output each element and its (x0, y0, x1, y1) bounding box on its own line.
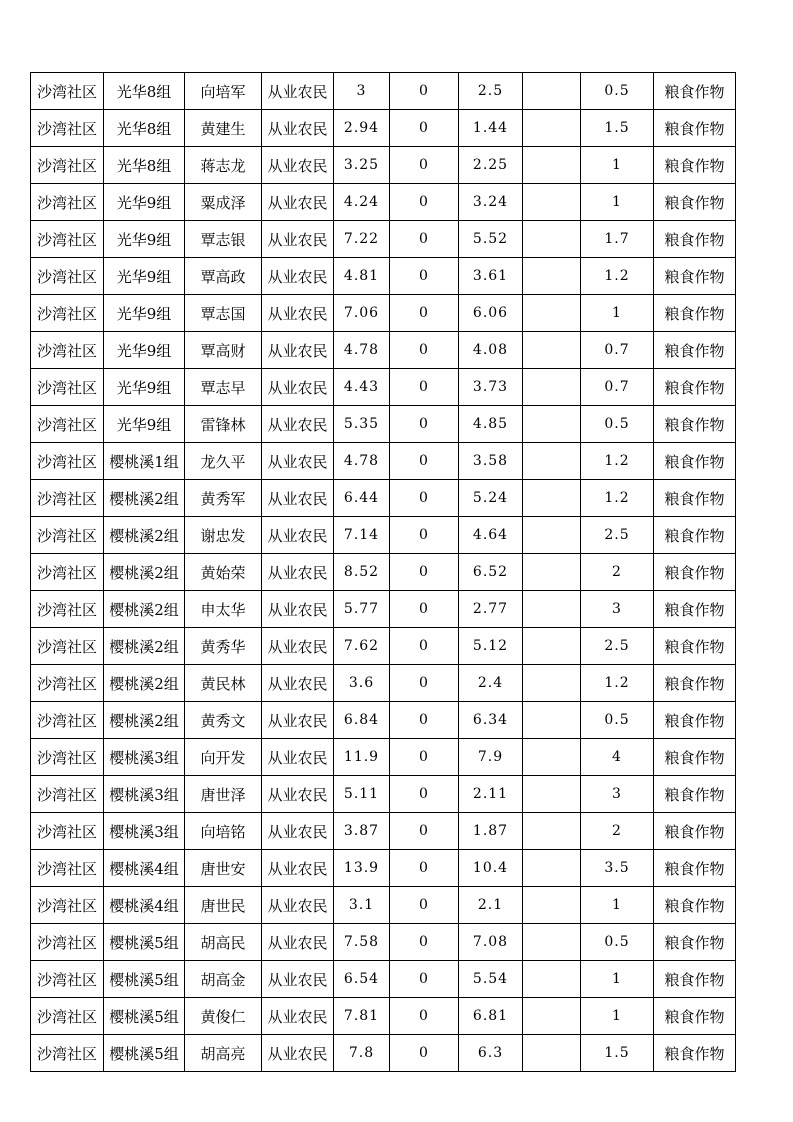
community-cell: 沙湾社区 (31, 739, 104, 776)
occupation-cell: 从业农民 (262, 887, 334, 924)
group-cell: 光华9组 (104, 406, 185, 443)
area-a-cell: 6.06 (459, 295, 523, 332)
community-cell: 沙湾社区 (31, 332, 104, 369)
name-cell: 覃高财 (185, 332, 262, 369)
community-cell: 沙湾社区 (31, 554, 104, 591)
name-cell: 向培军 (185, 73, 262, 110)
blank-cell (523, 1035, 581, 1072)
blank-cell (523, 517, 581, 554)
crop-type-cell: 粮食作物 (654, 776, 736, 813)
community-cell: 沙湾社区 (31, 776, 104, 813)
group-cell: 樱桃溪5组 (104, 924, 185, 961)
group-cell: 樱桃溪2组 (104, 591, 185, 628)
area-b-cell: 0.5 (581, 702, 654, 739)
table-body (31, 73, 736, 1072)
blank-cell (523, 480, 581, 517)
zero-value-cell: 0 (390, 887, 459, 924)
occupation-cell: 从业农民 (262, 850, 334, 887)
total-area-cell: 5.11 (334, 776, 390, 813)
total-area-cell: 7.06 (334, 295, 390, 332)
occupation-cell: 从业农民 (262, 480, 334, 517)
crop-type-cell: 粮食作物 (654, 147, 736, 184)
occupation-cell: 从业农民 (262, 1035, 334, 1072)
blank-cell (523, 110, 581, 147)
area-a-cell: 5.24 (459, 480, 523, 517)
community-cell: 沙湾社区 (31, 887, 104, 924)
total-area-cell: 4.78 (334, 443, 390, 480)
zero-value-cell: 0 (390, 813, 459, 850)
occupation-cell: 从业农民 (262, 369, 334, 406)
group-cell: 樱桃溪4组 (104, 887, 185, 924)
group-cell: 光华9组 (104, 332, 185, 369)
community-cell: 沙湾社区 (31, 813, 104, 850)
table-row (31, 850, 736, 887)
zero-value-cell: 0 (390, 295, 459, 332)
community-cell: 沙湾社区 (31, 443, 104, 480)
area-a-cell: 5.52 (459, 221, 523, 258)
area-b-cell: 1 (581, 998, 654, 1035)
group-cell: 樱桃溪4组 (104, 850, 185, 887)
occupation-cell: 从业农民 (262, 332, 334, 369)
area-a-cell: 7.08 (459, 924, 523, 961)
area-b-cell: 2.5 (581, 628, 654, 665)
crop-type-cell: 粮食作物 (654, 184, 736, 221)
total-area-cell: 3.1 (334, 887, 390, 924)
area-b-cell: 1 (581, 295, 654, 332)
occupation-cell: 从业农民 (262, 406, 334, 443)
occupation-cell: 从业农民 (262, 443, 334, 480)
crop-type-cell: 粮食作物 (654, 813, 736, 850)
community-cell: 沙湾社区 (31, 184, 104, 221)
total-area-cell: 4.81 (334, 258, 390, 295)
total-area-cell: 7.81 (334, 998, 390, 1035)
group-cell: 樱桃溪5组 (104, 998, 185, 1035)
table-row (31, 517, 736, 554)
blank-cell (523, 776, 581, 813)
zero-value-cell: 0 (390, 591, 459, 628)
blank-cell (523, 702, 581, 739)
name-cell: 黄秀华 (185, 628, 262, 665)
name-cell: 胡高亮 (185, 1035, 262, 1072)
total-area-cell: 3.6 (334, 665, 390, 702)
community-cell: 沙湾社区 (31, 628, 104, 665)
table-row (31, 924, 736, 961)
area-a-cell: 3.24 (459, 184, 523, 221)
blank-cell (523, 443, 581, 480)
community-cell: 沙湾社区 (31, 517, 104, 554)
name-cell: 覃志国 (185, 295, 262, 332)
community-cell: 沙湾社区 (31, 295, 104, 332)
crop-type-cell: 粮食作物 (654, 739, 736, 776)
community-cell: 沙湾社区 (31, 665, 104, 702)
blank-cell (523, 221, 581, 258)
table-row (31, 591, 736, 628)
blank-cell (523, 73, 581, 110)
community-cell: 沙湾社区 (31, 406, 104, 443)
total-area-cell: 6.84 (334, 702, 390, 739)
total-area-cell: 11.9 (334, 739, 390, 776)
area-b-cell: 0.5 (581, 924, 654, 961)
crop-type-cell: 粮食作物 (654, 332, 736, 369)
name-cell: 唐世安 (185, 850, 262, 887)
name-cell: 覃志早 (185, 369, 262, 406)
area-b-cell: 1.5 (581, 110, 654, 147)
crop-type-cell: 粮食作物 (654, 628, 736, 665)
area-b-cell: 3 (581, 591, 654, 628)
area-a-cell: 6.3 (459, 1035, 523, 1072)
group-cell: 光华9组 (104, 369, 185, 406)
crop-type-cell: 粮食作物 (654, 443, 736, 480)
area-b-cell: 3.5 (581, 850, 654, 887)
area-a-cell: 3.61 (459, 258, 523, 295)
area-b-cell: 1 (581, 147, 654, 184)
area-a-cell: 6.52 (459, 554, 523, 591)
community-cell: 沙湾社区 (31, 110, 104, 147)
group-cell: 樱桃溪5组 (104, 1035, 185, 1072)
blank-cell (523, 332, 581, 369)
area-a-cell: 6.81 (459, 998, 523, 1035)
area-b-cell: 0.7 (581, 332, 654, 369)
blank-cell (523, 813, 581, 850)
area-b-cell: 2.5 (581, 517, 654, 554)
area-b-cell: 3 (581, 776, 654, 813)
group-cell: 光华8组 (104, 73, 185, 110)
area-a-cell: 2.25 (459, 147, 523, 184)
area-a-cell: 2.1 (459, 887, 523, 924)
total-area-cell: 3.25 (334, 147, 390, 184)
occupation-cell: 从业农民 (262, 739, 334, 776)
zero-value-cell: 0 (390, 554, 459, 591)
occupation-cell: 从业农民 (262, 295, 334, 332)
zero-value-cell: 0 (390, 776, 459, 813)
table-row (31, 147, 736, 184)
group-cell: 樱桃溪2组 (104, 665, 185, 702)
occupation-cell: 从业农民 (262, 924, 334, 961)
area-b-cell: 1 (581, 887, 654, 924)
crop-type-cell: 粮食作物 (654, 850, 736, 887)
name-cell: 覃志银 (185, 221, 262, 258)
community-cell: 沙湾社区 (31, 73, 104, 110)
crop-type-cell: 粮食作物 (654, 591, 736, 628)
zero-value-cell: 0 (390, 258, 459, 295)
occupation-cell: 从业农民 (262, 147, 334, 184)
occupation-cell: 从业农民 (262, 517, 334, 554)
blank-cell (523, 147, 581, 184)
name-cell: 蒋志龙 (185, 147, 262, 184)
area-a-cell: 2.5 (459, 73, 523, 110)
table-row (31, 665, 736, 702)
total-area-cell: 4.78 (334, 332, 390, 369)
crop-type-cell: 粮食作物 (654, 998, 736, 1035)
name-cell: 黄民林 (185, 665, 262, 702)
crop-type-cell: 粮食作物 (654, 961, 736, 998)
area-b-cell: 1.2 (581, 480, 654, 517)
name-cell: 向开发 (185, 739, 262, 776)
group-cell: 光华9组 (104, 184, 185, 221)
zero-value-cell: 0 (390, 184, 459, 221)
group-cell: 光华9组 (104, 221, 185, 258)
crop-type-cell: 粮食作物 (654, 887, 736, 924)
name-cell: 黄始荣 (185, 554, 262, 591)
group-cell: 樱桃溪2组 (104, 628, 185, 665)
crop-type-cell: 粮食作物 (654, 1035, 736, 1072)
name-cell: 覃高政 (185, 258, 262, 295)
name-cell: 谢忠发 (185, 517, 262, 554)
table-row (31, 813, 736, 850)
crop-type-cell: 粮食作物 (654, 221, 736, 258)
area-b-cell: 1 (581, 961, 654, 998)
name-cell: 黄建生 (185, 110, 262, 147)
group-cell: 樱桃溪3组 (104, 813, 185, 850)
blank-cell (523, 961, 581, 998)
occupation-cell: 从业农民 (262, 998, 334, 1035)
total-area-cell: 7.62 (334, 628, 390, 665)
total-area-cell: 5.35 (334, 406, 390, 443)
group-cell: 樱桃溪1组 (104, 443, 185, 480)
community-cell: 沙湾社区 (31, 480, 104, 517)
zero-value-cell: 0 (390, 702, 459, 739)
table-row (31, 961, 736, 998)
blank-cell (523, 850, 581, 887)
occupation-cell: 从业农民 (262, 591, 334, 628)
zero-value-cell: 0 (390, 443, 459, 480)
table-row (31, 221, 736, 258)
land-records-table (30, 72, 736, 1072)
name-cell: 向培铭 (185, 813, 262, 850)
community-cell: 沙湾社区 (31, 147, 104, 184)
table-row (31, 369, 736, 406)
group-cell: 光华8组 (104, 147, 185, 184)
group-cell: 光华9组 (104, 258, 185, 295)
area-b-cell: 1.2 (581, 665, 654, 702)
zero-value-cell: 0 (390, 517, 459, 554)
community-cell: 沙湾社区 (31, 258, 104, 295)
name-cell: 黄俊仁 (185, 998, 262, 1035)
name-cell: 黄秀军 (185, 480, 262, 517)
table-row (31, 554, 736, 591)
zero-value-cell: 0 (390, 369, 459, 406)
group-cell: 樱桃溪3组 (104, 776, 185, 813)
area-b-cell: 1.7 (581, 221, 654, 258)
occupation-cell: 从业农民 (262, 961, 334, 998)
area-a-cell: 4.64 (459, 517, 523, 554)
zero-value-cell: 0 (390, 147, 459, 184)
zero-value-cell: 0 (390, 1035, 459, 1072)
community-cell: 沙湾社区 (31, 369, 104, 406)
zero-value-cell: 0 (390, 961, 459, 998)
table-row (31, 776, 736, 813)
area-a-cell: 7.9 (459, 739, 523, 776)
blank-cell (523, 406, 581, 443)
blank-cell (523, 554, 581, 591)
community-cell: 沙湾社区 (31, 961, 104, 998)
zero-value-cell: 0 (390, 480, 459, 517)
zero-value-cell: 0 (390, 665, 459, 702)
crop-type-cell: 粮食作物 (654, 73, 736, 110)
area-a-cell: 5.12 (459, 628, 523, 665)
blank-cell (523, 665, 581, 702)
zero-value-cell: 0 (390, 739, 459, 776)
blank-cell (523, 258, 581, 295)
total-area-cell: 7.14 (334, 517, 390, 554)
group-cell: 樱桃溪2组 (104, 554, 185, 591)
group-cell: 光华9组 (104, 295, 185, 332)
blank-cell (523, 739, 581, 776)
community-cell: 沙湾社区 (31, 221, 104, 258)
area-b-cell: 0.5 (581, 406, 654, 443)
name-cell: 龙久平 (185, 443, 262, 480)
total-area-cell: 4.43 (334, 369, 390, 406)
group-cell: 樱桃溪2组 (104, 517, 185, 554)
table-row (31, 332, 736, 369)
occupation-cell: 从业农民 (262, 184, 334, 221)
name-cell: 唐世民 (185, 887, 262, 924)
blank-cell (523, 184, 581, 221)
zero-value-cell: 0 (390, 924, 459, 961)
area-b-cell: 0.5 (581, 73, 654, 110)
crop-type-cell: 粮食作物 (654, 258, 736, 295)
name-cell: 申太华 (185, 591, 262, 628)
area-a-cell: 6.34 (459, 702, 523, 739)
zero-value-cell: 0 (390, 332, 459, 369)
blank-cell (523, 295, 581, 332)
name-cell: 雷锋林 (185, 406, 262, 443)
crop-type-cell: 粮食作物 (654, 110, 736, 147)
table-row (31, 258, 736, 295)
area-b-cell: 1 (581, 184, 654, 221)
name-cell: 胡高民 (185, 924, 262, 961)
group-cell: 樱桃溪3组 (104, 739, 185, 776)
total-area-cell: 7.58 (334, 924, 390, 961)
occupation-cell: 从业农民 (262, 110, 334, 147)
blank-cell (523, 998, 581, 1035)
total-area-cell: 8.52 (334, 554, 390, 591)
zero-value-cell: 0 (390, 110, 459, 147)
group-cell: 樱桃溪2组 (104, 702, 185, 739)
occupation-cell: 从业农民 (262, 73, 334, 110)
group-cell: 光华8组 (104, 110, 185, 147)
blank-cell (523, 369, 581, 406)
community-cell: 沙湾社区 (31, 998, 104, 1035)
total-area-cell: 7.22 (334, 221, 390, 258)
area-b-cell: 1.2 (581, 443, 654, 480)
area-b-cell: 1.2 (581, 258, 654, 295)
occupation-cell: 从业农民 (262, 554, 334, 591)
table-row (31, 184, 736, 221)
table-row (31, 739, 736, 776)
crop-type-cell: 粮食作物 (654, 924, 736, 961)
total-area-cell: 3 (334, 73, 390, 110)
crop-type-cell: 粮食作物 (654, 665, 736, 702)
area-b-cell: 0.7 (581, 369, 654, 406)
table-row (31, 887, 736, 924)
area-a-cell: 4.08 (459, 332, 523, 369)
community-cell: 沙湾社区 (31, 924, 104, 961)
occupation-cell: 从业农民 (262, 665, 334, 702)
area-a-cell: 4.85 (459, 406, 523, 443)
table-row (31, 480, 736, 517)
table-row (31, 443, 736, 480)
area-b-cell: 2 (581, 554, 654, 591)
zero-value-cell: 0 (390, 406, 459, 443)
crop-type-cell: 粮食作物 (654, 406, 736, 443)
area-a-cell: 1.87 (459, 813, 523, 850)
crop-type-cell: 粮食作物 (654, 480, 736, 517)
community-cell: 沙湾社区 (31, 1035, 104, 1072)
total-area-cell: 6.44 (334, 480, 390, 517)
occupation-cell: 从业农民 (262, 776, 334, 813)
table-row (31, 628, 736, 665)
total-area-cell: 13.9 (334, 850, 390, 887)
occupation-cell: 从业农民 (262, 258, 334, 295)
blank-cell (523, 628, 581, 665)
zero-value-cell: 0 (390, 850, 459, 887)
area-b-cell: 4 (581, 739, 654, 776)
table-row (31, 73, 736, 110)
occupation-cell: 从业农民 (262, 702, 334, 739)
area-a-cell: 1.44 (459, 110, 523, 147)
community-cell: 沙湾社区 (31, 591, 104, 628)
total-area-cell: 6.54 (334, 961, 390, 998)
area-a-cell: 10.4 (459, 850, 523, 887)
community-cell: 沙湾社区 (31, 702, 104, 739)
area-b-cell: 1.5 (581, 1035, 654, 1072)
total-area-cell: 2.94 (334, 110, 390, 147)
occupation-cell: 从业农民 (262, 813, 334, 850)
name-cell: 唐世泽 (185, 776, 262, 813)
zero-value-cell: 0 (390, 998, 459, 1035)
zero-value-cell: 0 (390, 628, 459, 665)
table-row (31, 998, 736, 1035)
crop-type-cell: 粮食作物 (654, 517, 736, 554)
total-area-cell: 4.24 (334, 184, 390, 221)
area-a-cell: 3.73 (459, 369, 523, 406)
total-area-cell: 5.77 (334, 591, 390, 628)
group-cell: 樱桃溪5组 (104, 961, 185, 998)
community-cell: 沙湾社区 (31, 850, 104, 887)
name-cell: 粟成泽 (185, 184, 262, 221)
table-row (31, 702, 736, 739)
area-b-cell: 2 (581, 813, 654, 850)
zero-value-cell: 0 (390, 221, 459, 258)
total-area-cell: 3.87 (334, 813, 390, 850)
area-a-cell: 2.4 (459, 665, 523, 702)
crop-type-cell: 粮食作物 (654, 554, 736, 591)
crop-type-cell: 粮食作物 (654, 295, 736, 332)
area-a-cell: 5.54 (459, 961, 523, 998)
table-row (31, 110, 736, 147)
occupation-cell: 从业农民 (262, 628, 334, 665)
group-cell: 樱桃溪2组 (104, 480, 185, 517)
area-a-cell: 3.58 (459, 443, 523, 480)
area-a-cell: 2.77 (459, 591, 523, 628)
name-cell: 胡高金 (185, 961, 262, 998)
table-row (31, 406, 736, 443)
blank-cell (523, 924, 581, 961)
blank-cell (523, 591, 581, 628)
crop-type-cell: 粮食作物 (654, 369, 736, 406)
occupation-cell: 从业农民 (262, 221, 334, 258)
crop-type-cell: 粮食作物 (654, 702, 736, 739)
area-a-cell: 2.11 (459, 776, 523, 813)
blank-cell (523, 887, 581, 924)
name-cell: 黄秀文 (185, 702, 262, 739)
table-row (31, 295, 736, 332)
total-area-cell: 7.8 (334, 1035, 390, 1072)
table-row (31, 1035, 736, 1072)
zero-value-cell: 0 (390, 73, 459, 110)
